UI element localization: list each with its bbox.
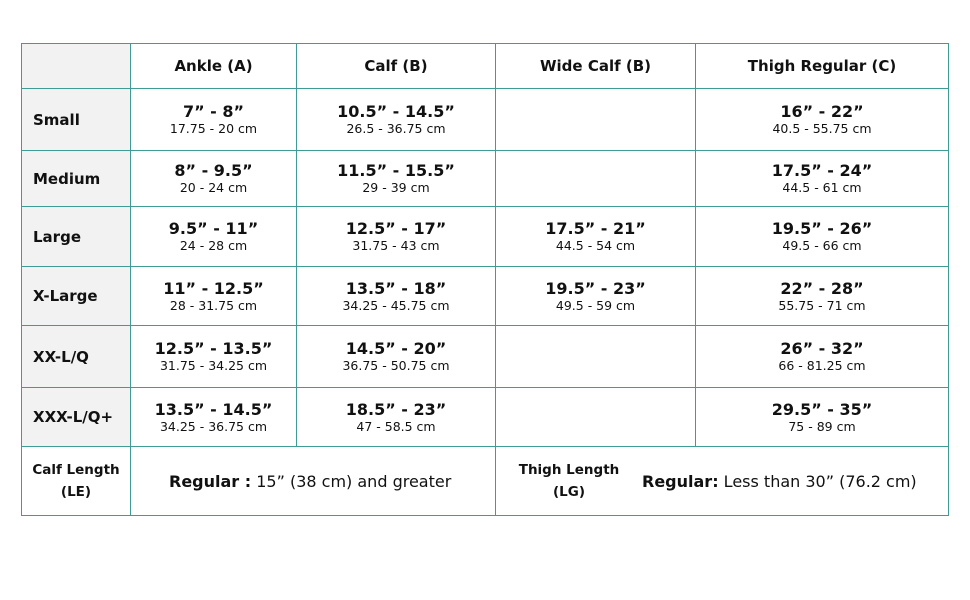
wide-calf-cell: [496, 207, 696, 267]
cm-value: 28 - 31.75 cm: [169, 297, 258, 313]
size-label: XX-L/Q: [22, 326, 131, 388]
calf-length-label: [22, 447, 131, 516]
cm-value: 20 - 24 cm: [179, 180, 248, 195]
calf-cell: [297, 207, 496, 267]
ankle-cell: [131, 326, 297, 388]
thigh-length-label-line2: (LG): [552, 484, 586, 500]
header-corner: [22, 44, 131, 89]
inches-value: 17.5” - 24”: [771, 161, 873, 180]
inches-value: 7” - 8”: [182, 102, 245, 121]
calf-length-label-line1: Calf Length: [32, 462, 120, 478]
cm-value: 49.5 - 66 cm: [782, 238, 862, 253]
thigh-length-cell: [496, 447, 949, 516]
wide-calf-cell: [496, 326, 696, 388]
inches-value: 8” - 9.5”: [174, 161, 253, 180]
table-row: [22, 207, 949, 267]
thigh-length-label: [496, 459, 642, 503]
cm-value: 47 - 58.5 cm: [356, 418, 436, 434]
ankle-cell: [131, 151, 297, 207]
inches-value: 13.5” - 18”: [345, 278, 447, 298]
size-label: XXX-L/Q+: [22, 388, 131, 447]
thigh-cell: [696, 267, 949, 326]
thigh-length-value: [642, 472, 917, 491]
cm-value: 49.5 - 59 cm: [555, 297, 636, 313]
cm-value: 31.75 - 43 cm: [352, 238, 440, 253]
inches-value: 12.5” - 13.5”: [154, 339, 273, 358]
size-label: Large: [22, 207, 131, 267]
ankle-cell: [131, 388, 297, 447]
cm-value: 36.75 - 50.75 cm: [342, 358, 450, 373]
calf-cell: [297, 326, 496, 388]
size-label: X-Large: [22, 267, 131, 326]
thigh-cell: [696, 326, 949, 388]
thigh-length-label-line1: Thigh Length: [518, 462, 620, 478]
wide-calf-cell: [496, 388, 696, 447]
inches-value: 19.5” - 23”: [545, 278, 646, 298]
calf-length-label-line2: (LE): [60, 484, 92, 500]
cm-value: 17.75 - 20 cm: [169, 121, 258, 136]
header-wide-calf: Wide Calf (B): [496, 44, 696, 89]
thigh-length-regular-label: Regular:: [642, 471, 719, 491]
calf-length-value: [131, 447, 496, 516]
wide-calf-cell: [496, 267, 696, 326]
inches-value: 17.5” - 21”: [545, 219, 646, 238]
length-row: [22, 447, 949, 516]
table-row: [22, 151, 949, 207]
cm-value: 66 - 81.25 cm: [778, 358, 866, 373]
inches-value: 19.5” - 26”: [771, 219, 873, 238]
cm-value: 24 - 28 cm: [179, 238, 248, 253]
header-row: [22, 44, 949, 89]
calf-cell: [297, 151, 496, 207]
thigh-cell: [696, 388, 949, 447]
header-ankle: Ankle (A): [131, 44, 297, 89]
size-label: Small: [22, 89, 131, 151]
inches-value: 29.5” - 35”: [771, 399, 873, 419]
cm-value: 75 - 89 cm: [788, 418, 856, 434]
inches-value: 11.5” - 15.5”: [337, 161, 455, 180]
calf-length-regular-label: Regular :: [169, 471, 252, 491]
inches-value: 18.5” - 23”: [345, 399, 447, 419]
cm-value: 55.75 - 71 cm: [778, 297, 866, 313]
cm-value: 44.5 - 54 cm: [555, 238, 636, 253]
wide-calf-cell: [496, 151, 696, 207]
ankle-cell: [131, 267, 297, 326]
inches-value: 14.5” - 20”: [345, 339, 447, 358]
thigh-cell: [696, 89, 949, 151]
inches-value: 10.5” - 14.5”: [337, 102, 455, 121]
inches-value: 13.5” - 14.5”: [154, 399, 273, 419]
table-row: [22, 89, 949, 151]
size-chart-table: [21, 43, 949, 516]
inches-value: 26” - 32”: [780, 339, 864, 358]
header-calf: Calf (B): [297, 44, 496, 89]
table-row: [22, 388, 949, 447]
cm-value: 40.5 - 55.75 cm: [772, 121, 872, 136]
cm-value: 31.75 - 34.25 cm: [159, 358, 268, 373]
inches-value: 11” - 12.5”: [163, 278, 264, 298]
thigh-cell: [696, 207, 949, 267]
wide-calf-cell: [496, 89, 696, 151]
inches-value: 12.5” - 17”: [345, 219, 447, 238]
cm-value: 29 - 39 cm: [362, 180, 430, 195]
inches-value: 16” - 22”: [780, 102, 864, 121]
cm-value: 44.5 - 61 cm: [782, 180, 862, 195]
calf-cell: [297, 89, 496, 151]
thigh-cell: [696, 151, 949, 207]
table-row: [22, 267, 949, 326]
calf-length-regular-text: 15” (38 cm) and greater: [251, 471, 452, 491]
inches-value: 9.5” - 11”: [168, 219, 259, 238]
cm-value: 34.25 - 45.75 cm: [342, 297, 450, 313]
cm-value: 26.5 - 36.75 cm: [346, 121, 446, 136]
table-row: [22, 326, 949, 388]
calf-cell: [297, 267, 496, 326]
header-thigh-regular: Thigh Regular (C): [696, 44, 949, 89]
calf-cell: [297, 388, 496, 447]
inches-value: 22” - 28”: [780, 278, 864, 298]
thigh-length-regular-text: Less than 30” (76.2 cm): [718, 471, 917, 491]
ankle-cell: [131, 207, 297, 267]
cm-value: 34.25 - 36.75 cm: [159, 418, 268, 434]
size-label: Medium: [22, 151, 131, 207]
ankle-cell: [131, 89, 297, 151]
